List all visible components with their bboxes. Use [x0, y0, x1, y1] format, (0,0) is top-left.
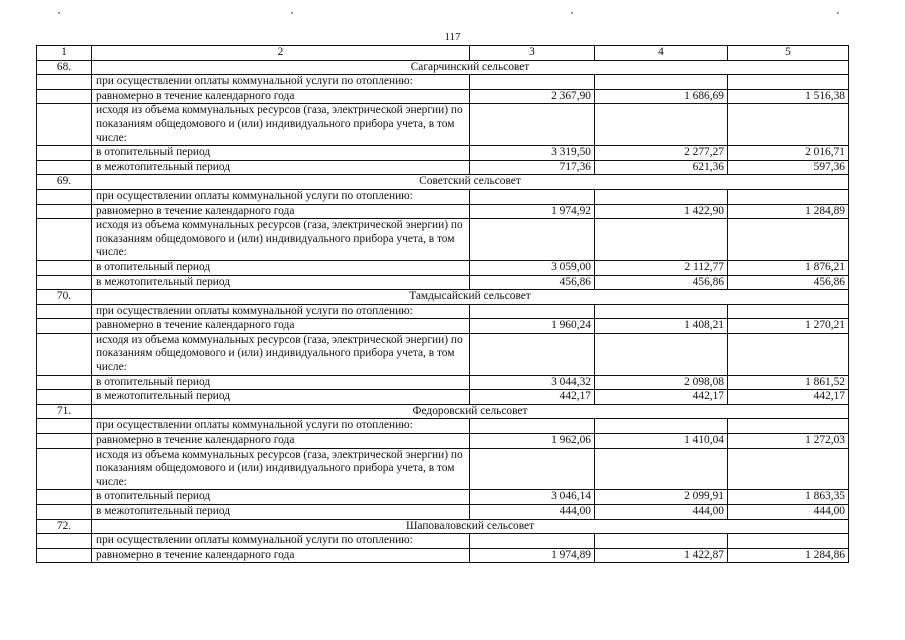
- value-col-3: 1 960,24: [470, 319, 595, 334]
- table-row: [37, 534, 849, 549]
- row-index-cell: [37, 260, 92, 275]
- value-col-4: 2 099,91: [595, 490, 728, 505]
- row-index-cell: [37, 75, 92, 90]
- row-index-cell: [37, 333, 92, 375]
- row-label: исходя из объема коммунальных ресурсов (газа, электрической энергии) по показаниям общедомового и (или) индивидуального прибора учета, в том числе:: [92, 219, 470, 261]
- row-label: равномерно в течение календарного года: [92, 548, 470, 563]
- table-row: [37, 204, 849, 219]
- value-col-4: [595, 219, 728, 261]
- value-col-5: [728, 333, 849, 375]
- table-row: [37, 304, 849, 319]
- section-header-row: [37, 290, 849, 305]
- value-col-3: [470, 304, 595, 319]
- value-col-5: [728, 189, 849, 204]
- section-header-row: [37, 60, 849, 75]
- value-col-4: [595, 104, 728, 146]
- table-row: [37, 189, 849, 204]
- value-col-5: [728, 419, 849, 434]
- section-number: 70.: [37, 290, 92, 305]
- table-row: [37, 319, 849, 334]
- table-row: [37, 275, 849, 290]
- row-label: в межотопительный период: [92, 275, 470, 290]
- section-title: Советский сельсовет: [92, 175, 849, 190]
- value-col-4: [595, 333, 728, 375]
- value-col-3: 717,36: [470, 160, 595, 175]
- table-row: [37, 448, 849, 490]
- table-row: [37, 333, 849, 375]
- value-col-5: 442,17: [728, 390, 849, 405]
- row-index-cell: [37, 548, 92, 563]
- value-col-3: [470, 219, 595, 261]
- scan-specks: [0, 12, 905, 16]
- value-col-3: 1 974,89: [470, 548, 595, 563]
- section-number: 72.: [37, 519, 92, 534]
- header-cell-1: 1: [37, 46, 92, 61]
- value-col-3: 442,17: [470, 390, 595, 405]
- table-row: [37, 160, 849, 175]
- row-label: при осуществлении оплаты коммунальной услуги по отоплению:: [92, 304, 470, 319]
- header-cell-5: 5: [728, 46, 849, 61]
- value-col-5: 1 863,35: [728, 490, 849, 505]
- row-label: в межотопительный период: [92, 390, 470, 405]
- value-col-4: 442,17: [595, 390, 728, 405]
- value-col-3: 444,00: [470, 505, 595, 520]
- value-col-4: [595, 304, 728, 319]
- table-row: [37, 104, 849, 146]
- row-label: в отопительный период: [92, 260, 470, 275]
- table-row: [37, 75, 849, 90]
- value-col-4: 621,36: [595, 160, 728, 175]
- value-col-5: 444,00: [728, 505, 849, 520]
- row-index-cell: [37, 275, 92, 290]
- table-row: [37, 548, 849, 563]
- table-row: [37, 490, 849, 505]
- row-index-cell: [37, 219, 92, 261]
- value-col-4: [595, 448, 728, 490]
- value-col-3: 3 046,14: [470, 490, 595, 505]
- value-col-5: 2 016,71: [728, 146, 849, 161]
- row-label: равномерно в течение календарного года: [92, 319, 470, 334]
- value-col-5: 597,36: [728, 160, 849, 175]
- row-label: в отопительный период: [92, 146, 470, 161]
- value-col-5: 1 861,52: [728, 375, 849, 390]
- value-col-5: [728, 104, 849, 146]
- tariff-table: [36, 45, 849, 563]
- value-col-4: 2 112,77: [595, 260, 728, 275]
- value-col-4: 444,00: [595, 505, 728, 520]
- value-col-5: 1 516,38: [728, 89, 849, 104]
- row-label: в межотопительный период: [92, 505, 470, 520]
- page-number: 117: [444, 31, 461, 43]
- row-index-cell: [37, 89, 92, 104]
- value-col-5: 456,86: [728, 275, 849, 290]
- value-col-3: 3 319,50: [470, 146, 595, 161]
- value-col-3: [470, 448, 595, 490]
- table-row: [37, 260, 849, 275]
- value-col-5: [728, 219, 849, 261]
- value-col-5: [728, 448, 849, 490]
- value-col-3: [470, 189, 595, 204]
- row-index-cell: [37, 189, 92, 204]
- row-label: равномерно в течение календарного года: [92, 89, 470, 104]
- table-row: [37, 146, 849, 161]
- table-row: [37, 390, 849, 405]
- section-header-row: [37, 519, 849, 534]
- value-col-4: 1 410,04: [595, 434, 728, 449]
- value-col-5: 1 284,89: [728, 204, 849, 219]
- table-row: [37, 89, 849, 104]
- row-index-cell: [37, 448, 92, 490]
- row-index-cell: [37, 104, 92, 146]
- section-title: Шаповаловский сельсовет: [92, 519, 849, 534]
- row-index-cell: [37, 505, 92, 520]
- row-index-cell: [37, 419, 92, 434]
- row-index-cell: [37, 375, 92, 390]
- value-col-4: 1 408,21: [595, 319, 728, 334]
- value-col-5: 1 272,03: [728, 434, 849, 449]
- value-col-3: [470, 333, 595, 375]
- section-number: 69.: [37, 175, 92, 190]
- row-label: при осуществлении оплаты коммунальной услуги по отоплению:: [92, 534, 470, 549]
- row-label: исходя из объема коммунальных ресурсов (газа, электрической энергии) по показаниям общедомового и (или) индивидуального прибора учета, в том числе:: [92, 448, 470, 490]
- row-index-cell: [37, 534, 92, 549]
- value-col-4: 1 686,69: [595, 89, 728, 104]
- row-label: исходя из объема коммунальных ресурсов (газа, электрической энергии) по показаниям общедомового и (или) индивидуального прибора учета, в том числе:: [92, 104, 470, 146]
- table-row: [37, 375, 849, 390]
- value-col-5: 1 270,21: [728, 319, 849, 334]
- row-index-cell: [37, 204, 92, 219]
- value-col-4: [595, 419, 728, 434]
- value-col-5: [728, 534, 849, 549]
- section-title: Сагарчинский сельсовет: [92, 60, 849, 75]
- value-col-5: [728, 304, 849, 319]
- row-index-cell: [37, 160, 92, 175]
- value-col-4: 2 098,08: [595, 375, 728, 390]
- value-col-3: 1 962,06: [470, 434, 595, 449]
- row-label: исходя из объема коммунальных ресурсов (газа, электрической энергии) по показаниям общедомового и (или) индивидуального прибора учета, в том числе:: [92, 333, 470, 375]
- value-col-3: 456,86: [470, 275, 595, 290]
- value-col-4: 1 422,90: [595, 204, 728, 219]
- value-col-4: [595, 189, 728, 204]
- value-col-5: [728, 75, 849, 90]
- section-number: 68.: [37, 60, 92, 75]
- table-body: [37, 46, 849, 563]
- section-title: Федоровский сельсовет: [92, 404, 849, 419]
- row-label: равномерно в течение календарного года: [92, 434, 470, 449]
- row-label: при осуществлении оплаты коммунальной услуги по отоплению:: [92, 189, 470, 204]
- section-header-row: [37, 404, 849, 419]
- row-label: в отопительный период: [92, 490, 470, 505]
- row-label: равномерно в течение календарного года: [92, 204, 470, 219]
- value-col-3: 2 367,90: [470, 89, 595, 104]
- row-label: при осуществлении оплаты коммунальной услуги по отоплению:: [92, 75, 470, 90]
- section-title: Тамдысайский сельсовет: [92, 290, 849, 305]
- section-header-row: [37, 175, 849, 190]
- value-col-3: [470, 419, 595, 434]
- value-col-5: 1 284,86: [728, 548, 849, 563]
- value-col-5: 1 876,21: [728, 260, 849, 275]
- value-col-3: 3 044,32: [470, 375, 595, 390]
- row-index-cell: [37, 490, 92, 505]
- table-row: [37, 505, 849, 520]
- value-col-4: [595, 534, 728, 549]
- row-index-cell: [37, 390, 92, 405]
- value-col-3: [470, 104, 595, 146]
- header-cell-2: 2: [92, 46, 470, 61]
- table-row: [37, 219, 849, 261]
- value-col-4: 2 277,27: [595, 146, 728, 161]
- value-col-4: 1 422,87: [595, 548, 728, 563]
- value-col-3: [470, 534, 595, 549]
- row-index-cell: [37, 319, 92, 334]
- table-row: [37, 434, 849, 449]
- header-row: [37, 46, 849, 61]
- value-col-3: 1 974,92: [470, 204, 595, 219]
- table-row: [37, 419, 849, 434]
- header-cell-4: 4: [595, 46, 728, 61]
- value-col-3: [470, 75, 595, 90]
- header-cell-3: 3: [470, 46, 595, 61]
- value-col-4: 456,86: [595, 275, 728, 290]
- row-index-cell: [37, 146, 92, 161]
- row-label: в межотопительный период: [92, 160, 470, 175]
- row-label: в отопительный период: [92, 375, 470, 390]
- row-index-cell: [37, 434, 92, 449]
- row-index-cell: [37, 304, 92, 319]
- value-col-4: [595, 75, 728, 90]
- value-col-3: 3 059,00: [470, 260, 595, 275]
- row-label: при осуществлении оплаты коммунальной услуги по отоплению:: [92, 419, 470, 434]
- section-number: 71.: [37, 404, 92, 419]
